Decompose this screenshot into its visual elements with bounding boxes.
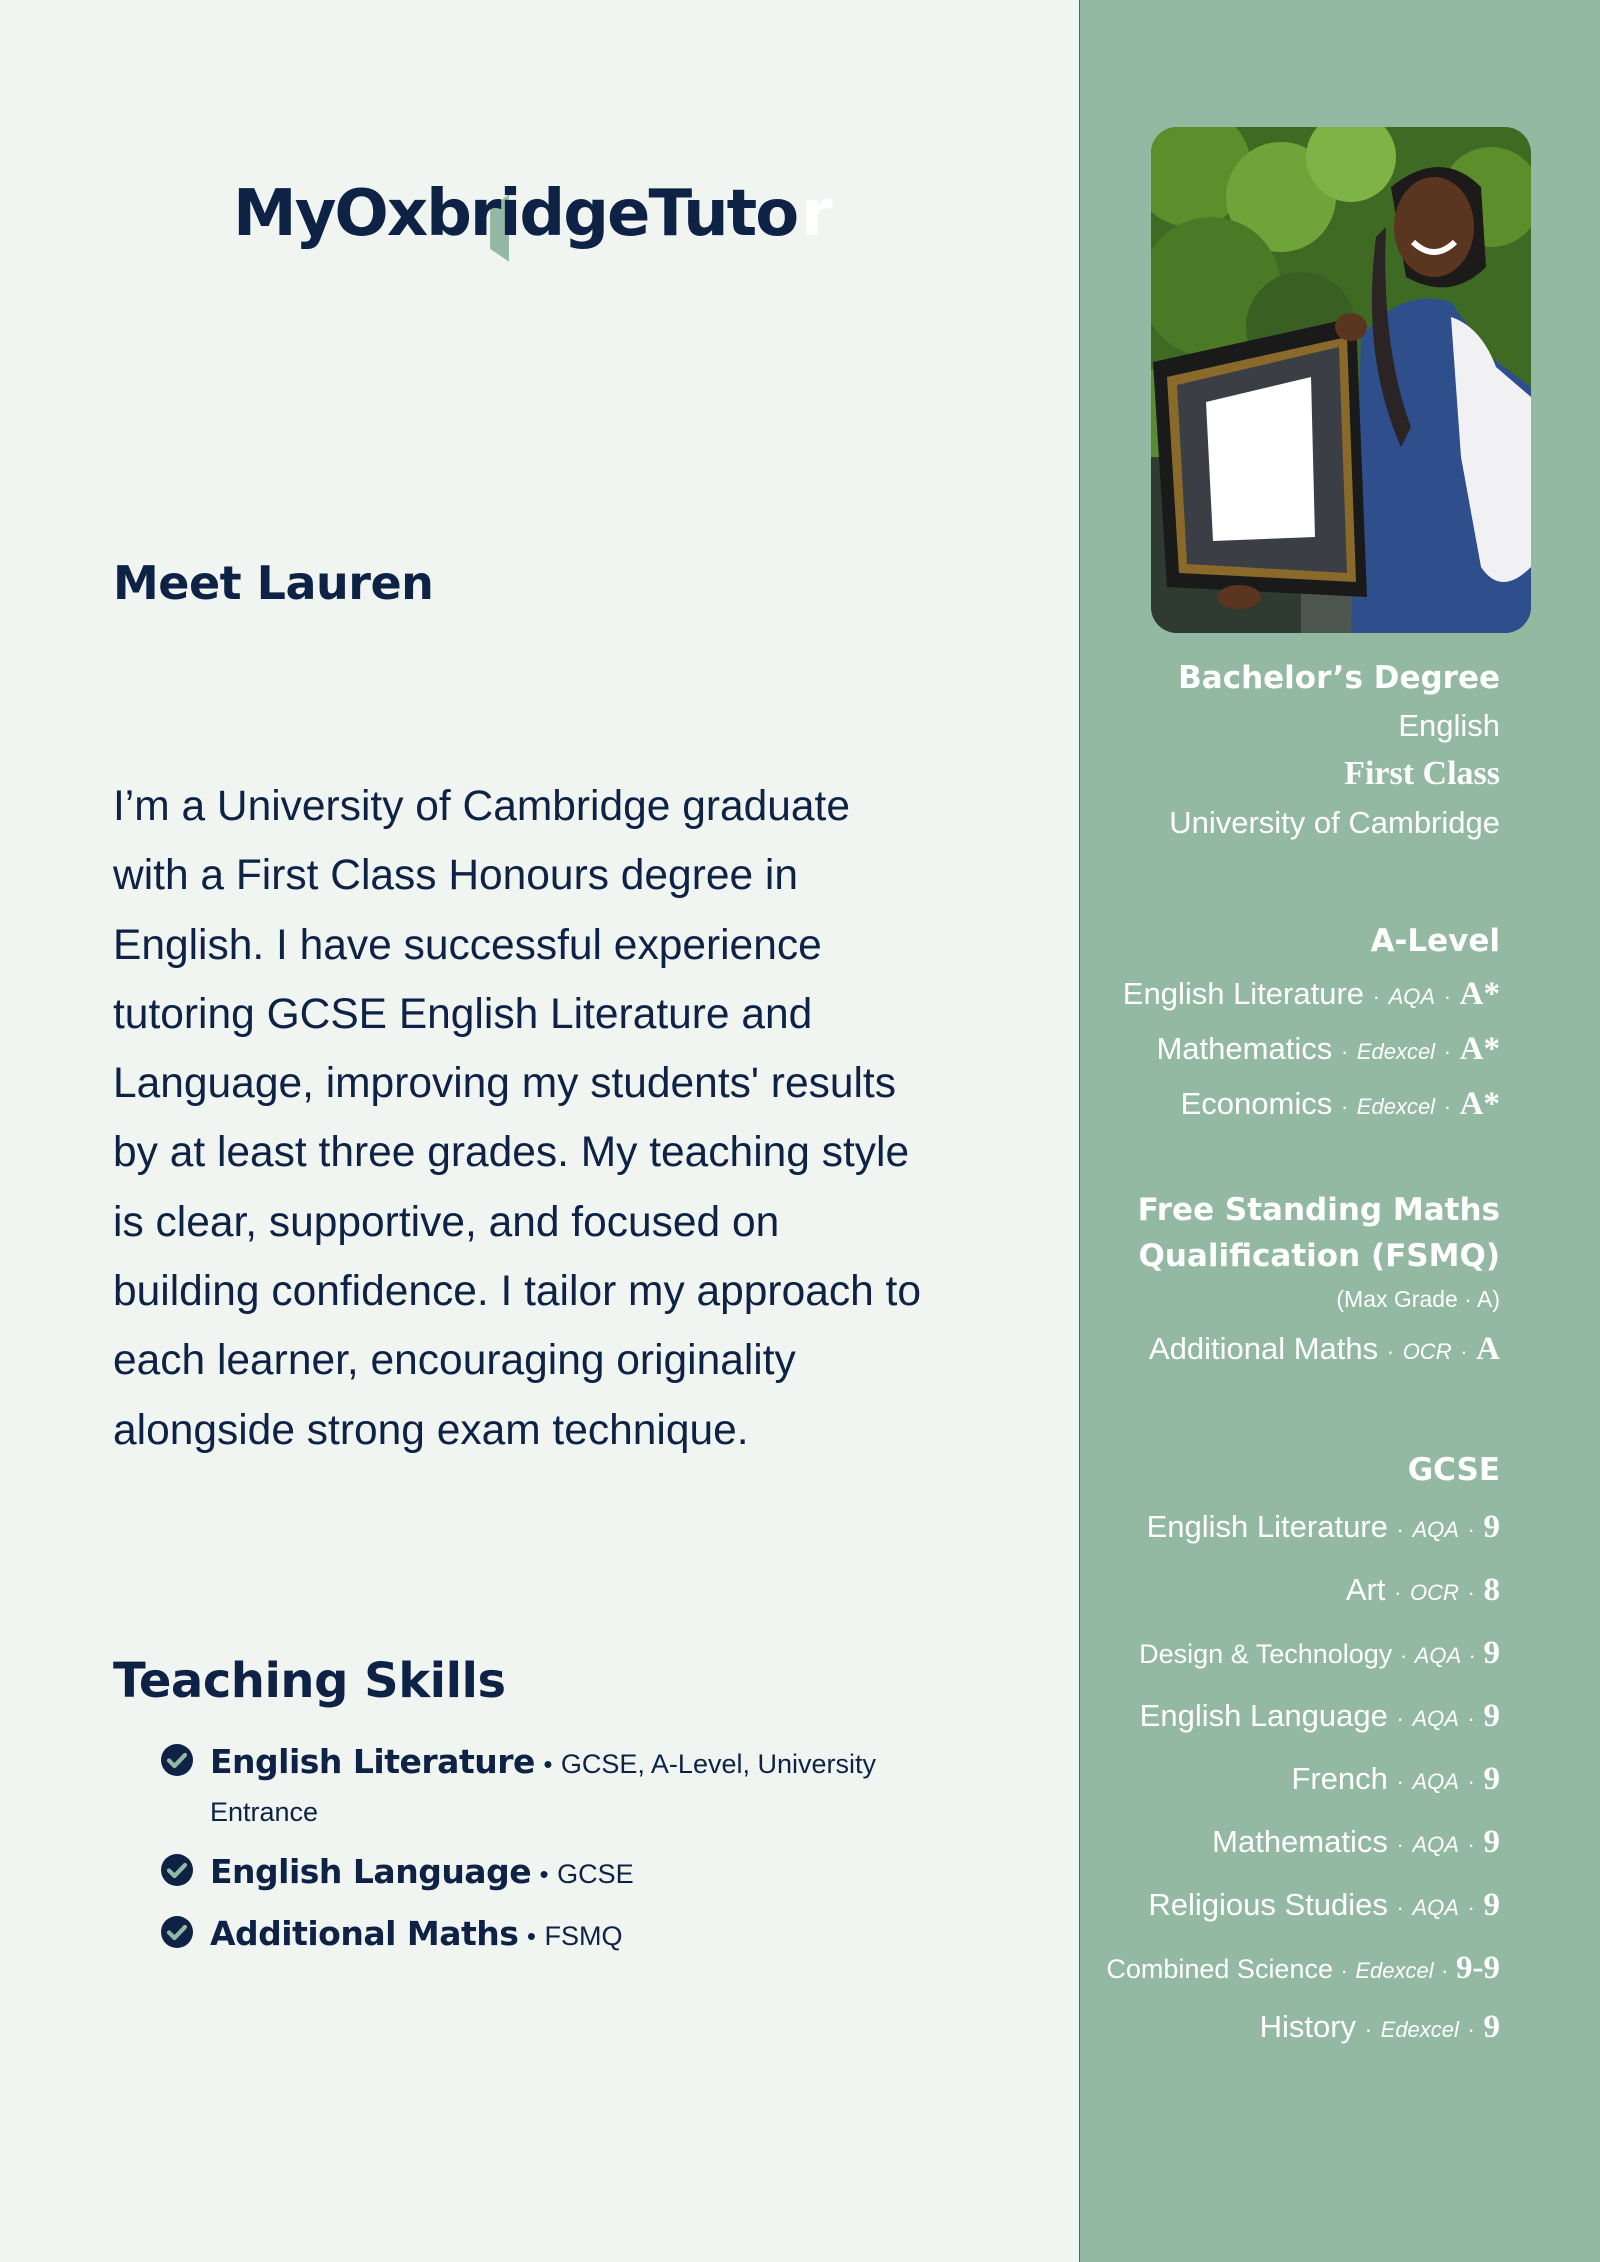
gcse-dot: · [1467,1832,1475,1857]
skill-separator: • [539,1859,549,1889]
alevel-subject: Mathematics [1156,1031,1333,1066]
check-circle-icon [160,1853,194,1887]
gcse-grade: 9 [1483,1698,1500,1734]
degree-heading: Bachelor’s Degree [1178,660,1500,696]
gcse-dot: · [1396,1706,1404,1731]
degree-block [1169,655,1500,847]
alevel-row [1123,968,1500,1023]
gcse-row [1106,1875,1500,1938]
alevel-board: AQA [1388,984,1436,1009]
skill-name: English Language [210,1852,532,1891]
skill-item [160,1740,920,1836]
fsmq-row [1138,1319,1500,1382]
gcse-board: AQA [1412,1706,1459,1731]
skill-item [160,1850,920,1898]
gcse-row [1106,1812,1500,1875]
gcse-subject: Religious Studies [1148,1887,1388,1922]
gcse-dot: · [1441,1958,1449,1983]
gcse-grade: 9 [1483,1635,1500,1671]
degree-subject: English [1398,708,1500,743]
gcse-subject: Mathematics [1212,1824,1388,1859]
alevel-dot: · [1443,1094,1452,1119]
gcse-subject: English Literature [1146,1509,1388,1544]
gcse-board: AQA [1412,1832,1459,1857]
alevel-subject: Economics [1180,1086,1333,1121]
skills-list [160,1740,920,1974]
gcse-dot: · [1467,1895,1475,1920]
gcse-board: Edexcel [1380,2017,1459,2042]
fsmq-subject: Additional Maths [1148,1331,1379,1366]
gcse-dot: · [1468,1643,1476,1668]
alevel-subject: English Literature [1122,976,1365,1011]
skill-separator: • [543,1749,553,1779]
gcse-subject: History [1259,2009,1357,2044]
skill-item [160,1912,920,1960]
fsmq-dot: · [1460,1339,1468,1364]
gcse-grade: 9 [1483,2009,1500,2045]
logo-wordmark: MyOxbridgeTuto [233,177,798,251]
gcse-row [1106,1497,1500,1560]
fsmq-heading-line-2: Qualification (FSMQ) [1138,1238,1500,1274]
skill-levels: GCSE [557,1859,634,1889]
alevel-heading: A-Level [1370,923,1500,959]
gcse-block [1106,1447,1500,2056]
gcse-row [1106,1938,1500,2001]
fsmq-note: (Max Grade · A) [1336,1286,1500,1312]
alevel-grade: A* [1459,1086,1500,1122]
gcse-grade: 9-9 [1456,1950,1500,1986]
alevel-block [1123,918,1500,1133]
gcse-dot: · [1396,1769,1404,1794]
alevel-row [1123,1078,1500,1133]
skill-name: Additional Maths [210,1914,519,1953]
alevel-row [1123,1023,1500,1078]
logo-wordmark-last-letter: r [801,177,833,251]
gcse-row [1106,2001,1500,2056]
gcse-dot: · [1396,1517,1404,1542]
check-circle-icon [160,1743,194,1777]
skill-levels: GCSE, A-Level, University Entrance [210,1749,876,1827]
gcse-row [1106,1749,1500,1812]
alevel-dot: · [1443,1039,1452,1064]
alevel-grade: A* [1459,976,1500,1012]
gcse-row [1106,1560,1500,1623]
gcse-board: AQA [1412,1517,1459,1542]
gcse-board: Edexcel [1355,1958,1434,1983]
tutor-photo [1151,127,1531,633]
graduation-photo-illustration [1151,127,1531,633]
gcse-dot: · [1467,1517,1475,1542]
gcse-board: AQA [1412,1769,1459,1794]
gcse-board: AQA [1414,1643,1462,1668]
gcse-grade: 9 [1483,1509,1500,1545]
alevel-board: Edexcel [1356,1094,1436,1119]
fsmq-heading-line-1: Free Standing Maths [1137,1192,1500,1228]
gcse-dot: · [1394,1580,1402,1605]
gcse-board: OCR [1410,1580,1459,1605]
gcse-grade: 9 [1483,1887,1500,1923]
alevel-dot: · [1340,1094,1349,1119]
gcse-dot: · [1467,1706,1475,1731]
skills-title: Teaching Skills [113,1653,506,1709]
alevel-dot: · [1372,984,1380,1009]
gcse-row [1106,1686,1500,1749]
alevel-grade: A* [1459,1031,1500,1067]
alevel-dot: · [1340,1039,1349,1064]
gcse-dot: · [1467,1580,1475,1605]
skill-separator: • [526,1921,536,1951]
fsmq-grade: A [1476,1331,1500,1367]
gcse-board: AQA [1412,1895,1459,1920]
fsmq-dot: · [1386,1339,1395,1364]
degree-classification: First Class [1344,755,1500,792]
gcse-dot: · [1364,2017,1373,2042]
gcse-subject: Combined Science [1106,1954,1333,1984]
skill-name: English Literature [210,1742,535,1781]
gcse-dot: · [1467,1769,1475,1794]
gcse-dot: · [1399,1643,1408,1668]
gcse-dot: · [1340,1958,1348,1983]
gcse-subject: French [1291,1761,1388,1796]
fsmq-block [1138,1187,1500,1382]
skill-levels: FSMQ [544,1921,623,1951]
gcse-subject: English Language [1139,1698,1388,1733]
alevel-board: Edexcel [1356,1039,1436,1064]
gcse-dot: · [1396,1832,1404,1857]
gcse-grade: 9 [1483,1824,1500,1860]
gcse-dot: · [1467,2017,1475,2042]
profile-title: Meet Lauren [113,556,434,610]
gcse-row [1106,1623,1500,1686]
alevel-dot: · [1443,984,1452,1009]
profile-bio: I’m a University of Cambridge graduate with a First Class Honours degree in English. I have successful experience tutoring GCSE English Literature and Language, improving my students' results by at least three grades. My teaching style is clear, supportive, and focused on building confidence. I tailor my approach to each learner, encouraging originality alongside strong exam technique. [113,783,921,1454]
fsmq-board: OCR [1402,1339,1452,1364]
gcse-grade: 9 [1483,1761,1500,1797]
degree-institution: University of Cambridge [1169,805,1500,840]
gcse-grade: 8 [1483,1572,1500,1608]
gcse-heading: GCSE [1407,1452,1500,1488]
gcse-subject: Design & Technology [1139,1639,1393,1669]
gcse-subject: Art [1345,1572,1386,1607]
gcse-dot: · [1396,1895,1404,1920]
check-circle-icon [160,1915,194,1949]
